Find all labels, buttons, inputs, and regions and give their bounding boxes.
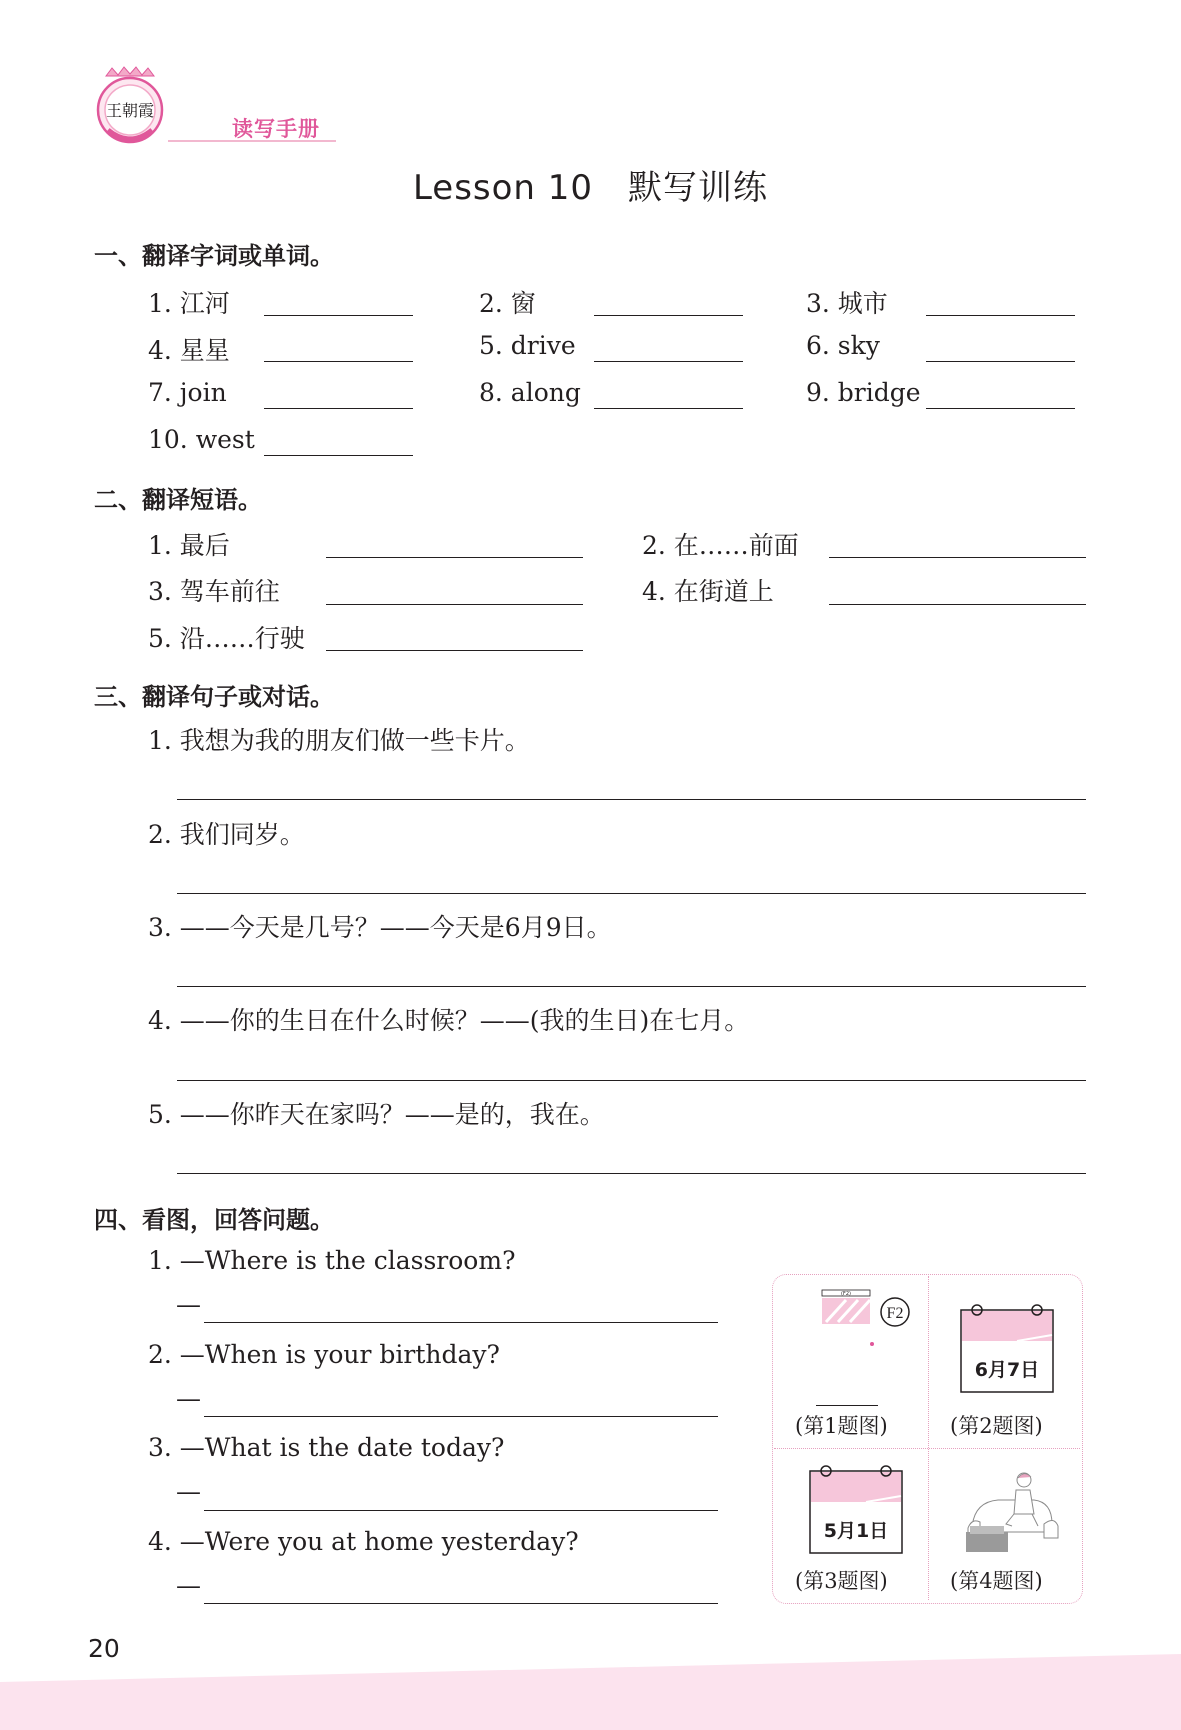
answer-dash: — (176, 1290, 201, 1319)
sentence-item-3: 3. ——今天是几号？——今天是6月9日。 (148, 913, 612, 942)
answer-blank[interactable] (829, 557, 1086, 558)
phrase-item-4: 4. 在街道上 (642, 577, 774, 606)
vocab-item-5: 5. drive (479, 331, 576, 360)
answer-blank[interactable] (264, 315, 413, 316)
svg-text:F2: F2 (886, 1305, 904, 1322)
phrase-item-3: 3. 驾车前往 (148, 577, 280, 606)
vocab-item-8: 8. along (479, 378, 581, 407)
phrase-item-2: 2. 在……前面 (642, 531, 799, 560)
sentence-item-4: 4. ——你的生日在什么时候？——(我的生日)在七月。 (148, 1006, 750, 1035)
vocab-item-10: 10. west (148, 425, 255, 454)
section-heading-4: 四、看图，回答问题。 (94, 1206, 334, 1234)
phrase-item-1: 1. 最后 (148, 531, 230, 560)
answer-blank[interactable] (926, 315, 1075, 316)
picture-caption-2: (第2题图) (950, 1414, 1043, 1438)
svg-text:王朝霞: 王朝霞 (105, 101, 155, 120)
vocab-item-4: 4. 星星 (148, 336, 230, 365)
picture-underline (816, 1405, 878, 1406)
answer-blank[interactable] (594, 315, 743, 316)
answer-blank[interactable] (264, 408, 413, 409)
answer-line[interactable] (204, 1603, 718, 1604)
brand-label: 读写手册 (232, 117, 320, 141)
calendar-date-may: 5月1日 (823, 1520, 889, 1542)
answer-line[interactable] (177, 1173, 1086, 1174)
answer-line[interactable] (177, 893, 1086, 894)
answer-dash: — (176, 1384, 201, 1413)
answer-line[interactable] (204, 1416, 718, 1417)
vocab-item-9: 9. bridge (806, 378, 921, 407)
answer-dash: — (176, 1477, 201, 1506)
answer-blank[interactable] (594, 361, 743, 362)
picture-question-1: 1. —Where is the classroom? (148, 1246, 516, 1275)
answer-line[interactable] (177, 986, 1086, 987)
section-heading-2: 二、翻译短语。 (94, 486, 262, 514)
answer-blank[interactable] (264, 361, 413, 362)
answer-blank[interactable] (926, 361, 1075, 362)
publisher-logo (92, 66, 168, 148)
picture-caption-3: (第3题图) (795, 1569, 888, 1593)
vocab-item-6: 6. sky (806, 331, 880, 360)
vocab-item-7: 7. join (148, 378, 227, 407)
picture-question-2: 2. —When is your birthday? (148, 1340, 500, 1369)
picture-question-3: 3. —What is the date today? (148, 1433, 505, 1462)
home-sofa-picture (964, 1468, 1060, 1554)
answer-blank[interactable] (264, 455, 413, 456)
page-number: 20 (88, 1634, 120, 1663)
answer-line[interactable] (204, 1322, 718, 1323)
panel-divider-horizontal (774, 1448, 1080, 1449)
footer-band (0, 1648, 1181, 1730)
answer-blank[interactable] (926, 408, 1075, 409)
panel-divider-vertical (928, 1276, 929, 1600)
answer-blank[interactable] (326, 557, 583, 558)
svg-text:(F2): (F2) (841, 1291, 851, 1297)
answer-blank[interactable] (829, 604, 1086, 605)
picture-caption-1: (第1题图) (795, 1414, 888, 1438)
answer-blank[interactable] (594, 408, 743, 409)
vocab-item-2: 2. 窗 (479, 289, 536, 318)
picture-caption-4: (第4题图) (950, 1569, 1043, 1593)
phrase-item-5: 5. 沿……行驶 (148, 624, 305, 653)
answer-blank[interactable] (326, 604, 583, 605)
picture-question-4: 4. —Were you at home yesterday? (148, 1527, 579, 1556)
answer-line[interactable] (204, 1510, 718, 1511)
answer-line[interactable] (177, 799, 1086, 800)
answer-line[interactable] (177, 1080, 1086, 1081)
sentence-item-1: 1. 我想为我的朋友们做一些卡片。 (148, 726, 530, 755)
answer-blank[interactable] (326, 650, 583, 651)
vocab-item-1: 1. 江河 (148, 289, 230, 318)
sentence-item-2: 2. 我们同岁。 (148, 820, 305, 849)
section-heading-3: 三、翻译句子或对话。 (94, 683, 334, 711)
classroom-sign-picture (820, 1288, 916, 1348)
page-title: Lesson 10 默写训练 (412, 168, 769, 208)
calendar-date-june: 6月7日 (974, 1359, 1040, 1381)
answer-dash: — (176, 1571, 201, 1600)
section-heading-1: 一、翻译字词或单词。 (94, 242, 334, 270)
sentence-item-5: 5. ——你昨天在家吗？——是的，我在。 (148, 1100, 605, 1129)
vocab-item-3: 3. 城市 (806, 289, 888, 318)
